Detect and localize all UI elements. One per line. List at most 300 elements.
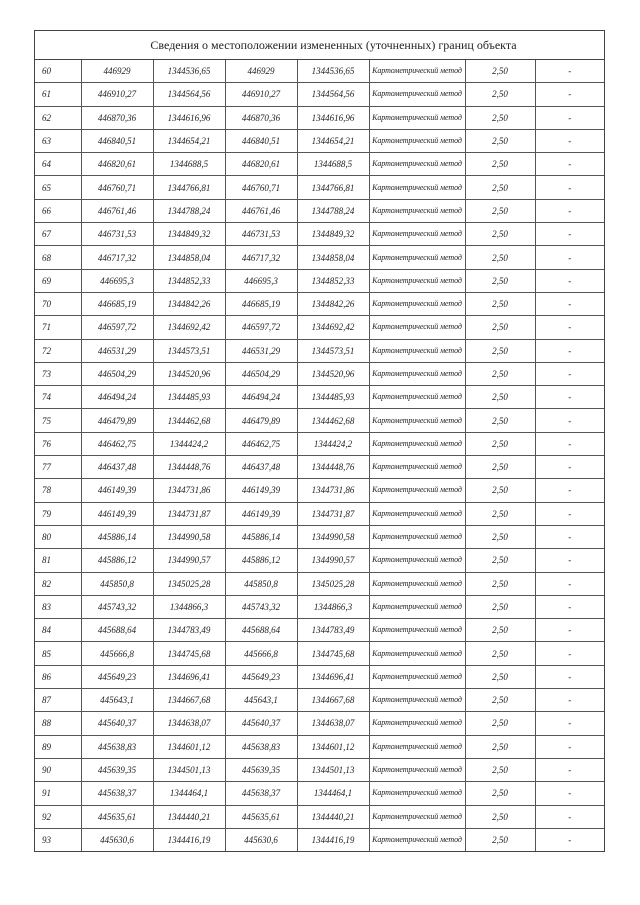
x-existing-cell: 446870,36 [81, 106, 153, 129]
table-row [35, 642, 604, 665]
x-existing-cell: 445643,1 [81, 689, 153, 712]
table-row [35, 619, 604, 642]
x-new-cell: 446910,27 [225, 83, 297, 106]
description-cell: - [535, 362, 604, 385]
x-new-cell: 446695,3 [225, 269, 297, 292]
description-cell: - [535, 432, 604, 455]
x-existing-cell: 446760,71 [81, 176, 153, 199]
method-cell: Картометрический метод [369, 386, 465, 409]
x-existing-cell: 446462,75 [81, 432, 153, 455]
y-new-cell: 1344788,24 [297, 199, 369, 222]
x-existing-cell: 446494,24 [81, 386, 153, 409]
y-existing-cell: 1344638,07 [153, 712, 225, 735]
description-cell: - [535, 199, 604, 222]
method-cell: Картометрический метод [369, 525, 465, 548]
accuracy-cell: 2,50 [465, 758, 535, 781]
accuracy-cell: 2,50 [465, 106, 535, 129]
x-existing-cell: 446531,29 [81, 339, 153, 362]
y-existing-cell: 1344731,87 [153, 502, 225, 525]
method-cell: Картометрический метод [369, 223, 465, 246]
description-cell: - [535, 689, 604, 712]
point-number-cell: 78 [35, 479, 81, 502]
method-cell: Картометрический метод [369, 292, 465, 315]
description-cell: - [535, 316, 604, 339]
method-cell: Картометрический метод [369, 502, 465, 525]
accuracy-cell: 2,50 [465, 432, 535, 455]
description-cell: - [535, 572, 604, 595]
description-cell: - [535, 665, 604, 688]
y-new-cell: 1344731,87 [297, 502, 369, 525]
x-existing-cell: 446840,51 [81, 129, 153, 152]
point-number-cell: 83 [35, 595, 81, 618]
x-existing-cell: 445630,6 [81, 828, 153, 851]
x-new-cell: 445886,12 [225, 549, 297, 572]
point-number-cell: 80 [35, 525, 81, 548]
point-number-cell: 65 [35, 176, 81, 199]
method-cell: Картометрический метод [369, 479, 465, 502]
point-number-cell: 91 [35, 782, 81, 805]
description-cell: - [535, 525, 604, 548]
x-new-cell: 446840,51 [225, 129, 297, 152]
x-new-cell: 446820,61 [225, 153, 297, 176]
y-existing-cell: 1344745,68 [153, 642, 225, 665]
method-cell: Картометрический метод [369, 176, 465, 199]
point-number-cell: 90 [35, 758, 81, 781]
description-cell: - [535, 828, 604, 851]
description-cell: - [535, 246, 604, 269]
description-cell: - [535, 292, 604, 315]
description-cell: - [535, 595, 604, 618]
y-existing-cell: 1344688,5 [153, 153, 225, 176]
x-existing-cell: 445638,37 [81, 782, 153, 805]
method-cell: Картометрический метод [369, 572, 465, 595]
accuracy-cell: 2,50 [465, 502, 535, 525]
y-new-cell: 1344852,33 [297, 269, 369, 292]
y-existing-cell: 1344448,76 [153, 456, 225, 479]
x-new-cell: 446531,29 [225, 339, 297, 362]
point-number-cell: 88 [35, 712, 81, 735]
x-new-cell: 446870,36 [225, 106, 297, 129]
point-number-cell: 84 [35, 619, 81, 642]
point-number-cell: 72 [35, 339, 81, 362]
point-number-cell: 60 [35, 60, 81, 83]
accuracy-cell: 2,50 [465, 712, 535, 735]
x-new-cell: 446479,89 [225, 409, 297, 432]
y-new-cell: 1344745,68 [297, 642, 369, 665]
y-new-cell: 1344990,57 [297, 549, 369, 572]
description-cell: - [535, 129, 604, 152]
y-existing-cell: 1344564,56 [153, 83, 225, 106]
accuracy-cell: 2,50 [465, 292, 535, 315]
y-existing-cell: 1344766,81 [153, 176, 225, 199]
x-existing-cell: 446695,3 [81, 269, 153, 292]
accuracy-cell: 2,50 [465, 316, 535, 339]
accuracy-cell: 2,50 [465, 572, 535, 595]
y-new-cell: 1344842,26 [297, 292, 369, 315]
x-new-cell: 446731,53 [225, 223, 297, 246]
method-cell: Картометрический метод [369, 339, 465, 362]
x-new-cell: 445850,8 [225, 572, 297, 595]
x-new-cell: 446761,46 [225, 199, 297, 222]
x-existing-cell: 446910,27 [81, 83, 153, 106]
x-existing-cell: 446479,89 [81, 409, 153, 432]
x-existing-cell: 445743,32 [81, 595, 153, 618]
table-row [35, 292, 604, 315]
boundary-coordinates-table [35, 60, 604, 851]
y-existing-cell: 1344501,13 [153, 758, 225, 781]
method-cell: Картометрический метод [369, 153, 465, 176]
y-new-cell: 1344616,96 [297, 106, 369, 129]
table-row [35, 339, 604, 362]
x-new-cell: 445743,32 [225, 595, 297, 618]
point-number-cell: 68 [35, 246, 81, 269]
accuracy-cell: 2,50 [465, 409, 535, 432]
y-existing-cell: 1344842,26 [153, 292, 225, 315]
point-number-cell: 62 [35, 106, 81, 129]
y-new-cell: 1344858,04 [297, 246, 369, 269]
y-new-cell: 1344692,42 [297, 316, 369, 339]
description-cell: - [535, 479, 604, 502]
table-row [35, 665, 604, 688]
point-number-cell: 77 [35, 456, 81, 479]
table-row [35, 60, 604, 83]
point-number-cell: 75 [35, 409, 81, 432]
x-new-cell: 446929 [225, 60, 297, 83]
table-row [35, 362, 604, 385]
y-existing-cell: 1344440,21 [153, 805, 225, 828]
accuracy-cell: 2,50 [465, 153, 535, 176]
accuracy-cell: 2,50 [465, 60, 535, 83]
table-row [35, 828, 604, 851]
x-existing-cell: 446149,39 [81, 479, 153, 502]
accuracy-cell: 2,50 [465, 549, 535, 572]
y-existing-cell: 1344485,93 [153, 386, 225, 409]
y-new-cell: 1344601,12 [297, 735, 369, 758]
method-cell: Картометрический метод [369, 456, 465, 479]
y-new-cell: 1344654,21 [297, 129, 369, 152]
method-cell: Картометрический метод [369, 665, 465, 688]
y-new-cell: 1345025,28 [297, 572, 369, 595]
x-new-cell: 446685,19 [225, 292, 297, 315]
table-row [35, 153, 604, 176]
y-new-cell: 1344564,56 [297, 83, 369, 106]
x-existing-cell: 445886,14 [81, 525, 153, 548]
y-new-cell: 1344849,32 [297, 223, 369, 246]
table-row [35, 572, 604, 595]
point-number-cell: 76 [35, 432, 81, 455]
y-existing-cell: 1344692,42 [153, 316, 225, 339]
accuracy-cell: 2,50 [465, 362, 535, 385]
y-existing-cell: 1344667,68 [153, 689, 225, 712]
point-number-cell: 86 [35, 665, 81, 688]
table-row [35, 479, 604, 502]
point-number-cell: 85 [35, 642, 81, 665]
description-cell: - [535, 502, 604, 525]
table-row [35, 246, 604, 269]
table-row [35, 735, 604, 758]
accuracy-cell: 2,50 [465, 479, 535, 502]
table-body [35, 60, 604, 851]
method-cell: Картометрический метод [369, 432, 465, 455]
y-existing-cell: 1344424,2 [153, 432, 225, 455]
y-existing-cell: 1345025,28 [153, 572, 225, 595]
x-existing-cell: 446717,32 [81, 246, 153, 269]
description-cell: - [535, 712, 604, 735]
description-cell: - [535, 106, 604, 129]
method-cell: Картометрический метод [369, 362, 465, 385]
description-cell: - [535, 549, 604, 572]
accuracy-cell: 2,50 [465, 665, 535, 688]
y-existing-cell: 1344696,41 [153, 665, 225, 688]
y-new-cell: 1344501,13 [297, 758, 369, 781]
method-cell: Картометрический метод [369, 758, 465, 781]
table-row [35, 129, 604, 152]
table-row [35, 386, 604, 409]
description-cell: - [535, 153, 604, 176]
point-number-cell: 74 [35, 386, 81, 409]
method-cell: Картометрический метод [369, 549, 465, 572]
accuracy-cell: 2,50 [465, 828, 535, 851]
method-cell: Картометрический метод [369, 129, 465, 152]
method-cell: Картометрический метод [369, 782, 465, 805]
y-existing-cell: 1344852,33 [153, 269, 225, 292]
table-title: Сведения о местоположении измененных (уточненных) границ объекта [35, 31, 604, 60]
y-new-cell: 1344464,1 [297, 782, 369, 805]
y-new-cell: 1344688,5 [297, 153, 369, 176]
point-number-cell: 63 [35, 129, 81, 152]
y-new-cell: 1344448,76 [297, 456, 369, 479]
description-cell: - [535, 386, 604, 409]
description-cell: - [535, 176, 604, 199]
accuracy-cell: 2,50 [465, 83, 535, 106]
accuracy-cell: 2,50 [465, 595, 535, 618]
point-number-cell: 81 [35, 549, 81, 572]
x-new-cell: 446149,39 [225, 479, 297, 502]
point-number-cell: 89 [35, 735, 81, 758]
method-cell: Картометрический метод [369, 409, 465, 432]
x-new-cell: 445688,64 [225, 619, 297, 642]
description-cell: - [535, 339, 604, 362]
x-new-cell: 446597,72 [225, 316, 297, 339]
x-existing-cell: 446504,29 [81, 362, 153, 385]
point-number-cell: 73 [35, 362, 81, 385]
y-existing-cell: 1344990,58 [153, 525, 225, 548]
x-existing-cell: 445688,64 [81, 619, 153, 642]
y-new-cell: 1344424,2 [297, 432, 369, 455]
x-existing-cell: 446597,72 [81, 316, 153, 339]
x-new-cell: 445886,14 [225, 525, 297, 548]
x-new-cell: 445666,8 [225, 642, 297, 665]
table-row [35, 456, 604, 479]
y-new-cell: 1344766,81 [297, 176, 369, 199]
x-existing-cell: 445638,83 [81, 735, 153, 758]
x-existing-cell: 446929 [81, 60, 153, 83]
method-cell: Картометрический метод [369, 106, 465, 129]
method-cell: Картометрический метод [369, 642, 465, 665]
x-existing-cell: 446685,19 [81, 292, 153, 315]
point-number-cell: 66 [35, 199, 81, 222]
y-new-cell: 1344696,41 [297, 665, 369, 688]
table-row [35, 83, 604, 106]
y-new-cell: 1344638,07 [297, 712, 369, 735]
x-existing-cell: 446820,61 [81, 153, 153, 176]
point-number-cell: 71 [35, 316, 81, 339]
y-new-cell: 1344536,65 [297, 60, 369, 83]
y-existing-cell: 1344654,21 [153, 129, 225, 152]
method-cell: Картометрический метод [369, 712, 465, 735]
accuracy-cell: 2,50 [465, 735, 535, 758]
description-cell: - [535, 269, 604, 292]
table-row [35, 199, 604, 222]
y-existing-cell: 1344573,51 [153, 339, 225, 362]
method-cell: Картометрический метод [369, 619, 465, 642]
accuracy-cell: 2,50 [465, 689, 535, 712]
x-existing-cell: 446437,48 [81, 456, 153, 479]
table-row [35, 689, 604, 712]
x-new-cell: 445639,35 [225, 758, 297, 781]
x-new-cell: 445640,37 [225, 712, 297, 735]
y-existing-cell: 1344990,57 [153, 549, 225, 572]
y-existing-cell: 1344731,86 [153, 479, 225, 502]
y-existing-cell: 1344616,96 [153, 106, 225, 129]
accuracy-cell: 2,50 [465, 456, 535, 479]
accuracy-cell: 2,50 [465, 339, 535, 362]
x-new-cell: 446717,32 [225, 246, 297, 269]
accuracy-cell: 2,50 [465, 246, 535, 269]
method-cell: Картометрический метод [369, 828, 465, 851]
y-existing-cell: 1344416,19 [153, 828, 225, 851]
table-row [35, 502, 604, 525]
table-row [35, 549, 604, 572]
x-new-cell: 446149,39 [225, 502, 297, 525]
table-row [35, 712, 604, 735]
x-existing-cell: 445640,37 [81, 712, 153, 735]
y-new-cell: 1344667,68 [297, 689, 369, 712]
x-existing-cell: 445666,8 [81, 642, 153, 665]
accuracy-cell: 2,50 [465, 619, 535, 642]
method-cell: Картометрический метод [369, 246, 465, 269]
x-new-cell: 445635,61 [225, 805, 297, 828]
x-new-cell: 446504,29 [225, 362, 297, 385]
description-cell: - [535, 758, 604, 781]
x-new-cell: 445638,83 [225, 735, 297, 758]
description-cell: - [535, 619, 604, 642]
point-number-cell: 67 [35, 223, 81, 246]
point-number-cell: 82 [35, 572, 81, 595]
y-new-cell: 1344866,3 [297, 595, 369, 618]
y-existing-cell: 1344462,68 [153, 409, 225, 432]
point-number-cell: 92 [35, 805, 81, 828]
y-existing-cell: 1344601,12 [153, 735, 225, 758]
table-row [35, 316, 604, 339]
method-cell: Картометрический метод [369, 805, 465, 828]
table-row [35, 595, 604, 618]
x-new-cell: 446462,75 [225, 432, 297, 455]
y-new-cell: 1344440,21 [297, 805, 369, 828]
y-new-cell: 1344990,58 [297, 525, 369, 548]
y-new-cell: 1344573,51 [297, 339, 369, 362]
method-cell: Картометрический метод [369, 595, 465, 618]
point-number-cell: 93 [35, 828, 81, 851]
accuracy-cell: 2,50 [465, 386, 535, 409]
table-row [35, 223, 604, 246]
method-cell: Картометрический метод [369, 269, 465, 292]
y-new-cell: 1344462,68 [297, 409, 369, 432]
y-existing-cell: 1344520,96 [153, 362, 225, 385]
x-new-cell: 445649,23 [225, 665, 297, 688]
y-existing-cell: 1344536,65 [153, 60, 225, 83]
x-new-cell: 445638,37 [225, 782, 297, 805]
y-existing-cell: 1344464,1 [153, 782, 225, 805]
x-new-cell: 446437,48 [225, 456, 297, 479]
x-existing-cell: 446731,53 [81, 223, 153, 246]
y-new-cell: 1344416,19 [297, 828, 369, 851]
y-new-cell: 1344731,86 [297, 479, 369, 502]
y-new-cell: 1344520,96 [297, 362, 369, 385]
point-number-cell: 70 [35, 292, 81, 315]
point-number-cell: 64 [35, 153, 81, 176]
accuracy-cell: 2,50 [465, 129, 535, 152]
method-cell: Картометрический метод [369, 199, 465, 222]
accuracy-cell: 2,50 [465, 223, 535, 246]
table-row [35, 269, 604, 292]
y-existing-cell: 1344783,49 [153, 619, 225, 642]
x-existing-cell: 445886,12 [81, 549, 153, 572]
accuracy-cell: 2,50 [465, 199, 535, 222]
x-new-cell: 446494,24 [225, 386, 297, 409]
method-cell: Картометрический метод [369, 60, 465, 83]
document-table-container [34, 30, 605, 852]
description-cell: - [535, 456, 604, 479]
point-number-cell: 69 [35, 269, 81, 292]
point-number-cell: 61 [35, 83, 81, 106]
table-row [35, 409, 604, 432]
x-existing-cell: 445649,23 [81, 665, 153, 688]
point-number-cell: 87 [35, 689, 81, 712]
method-cell: Картометрический метод [369, 735, 465, 758]
x-new-cell: 445630,6 [225, 828, 297, 851]
y-existing-cell: 1344788,24 [153, 199, 225, 222]
y-existing-cell: 1344858,04 [153, 246, 225, 269]
x-existing-cell: 445639,35 [81, 758, 153, 781]
accuracy-cell: 2,50 [465, 176, 535, 199]
description-cell: - [535, 60, 604, 83]
x-new-cell: 446760,71 [225, 176, 297, 199]
point-number-cell: 79 [35, 502, 81, 525]
y-new-cell: 1344485,93 [297, 386, 369, 409]
accuracy-cell: 2,50 [465, 642, 535, 665]
table-row [35, 432, 604, 455]
y-existing-cell: 1344849,32 [153, 223, 225, 246]
x-existing-cell: 446761,46 [81, 199, 153, 222]
table-row [35, 758, 604, 781]
table-row [35, 176, 604, 199]
accuracy-cell: 2,50 [465, 805, 535, 828]
table-row [35, 805, 604, 828]
accuracy-cell: 2,50 [465, 782, 535, 805]
x-new-cell: 445643,1 [225, 689, 297, 712]
x-existing-cell: 446149,39 [81, 502, 153, 525]
description-cell: - [535, 409, 604, 432]
description-cell: - [535, 642, 604, 665]
method-cell: Картометрический метод [369, 689, 465, 712]
table-row [35, 106, 604, 129]
x-existing-cell: 445850,8 [81, 572, 153, 595]
description-cell: - [535, 83, 604, 106]
description-cell: - [535, 805, 604, 828]
table-row [35, 782, 604, 805]
table-row [35, 525, 604, 548]
